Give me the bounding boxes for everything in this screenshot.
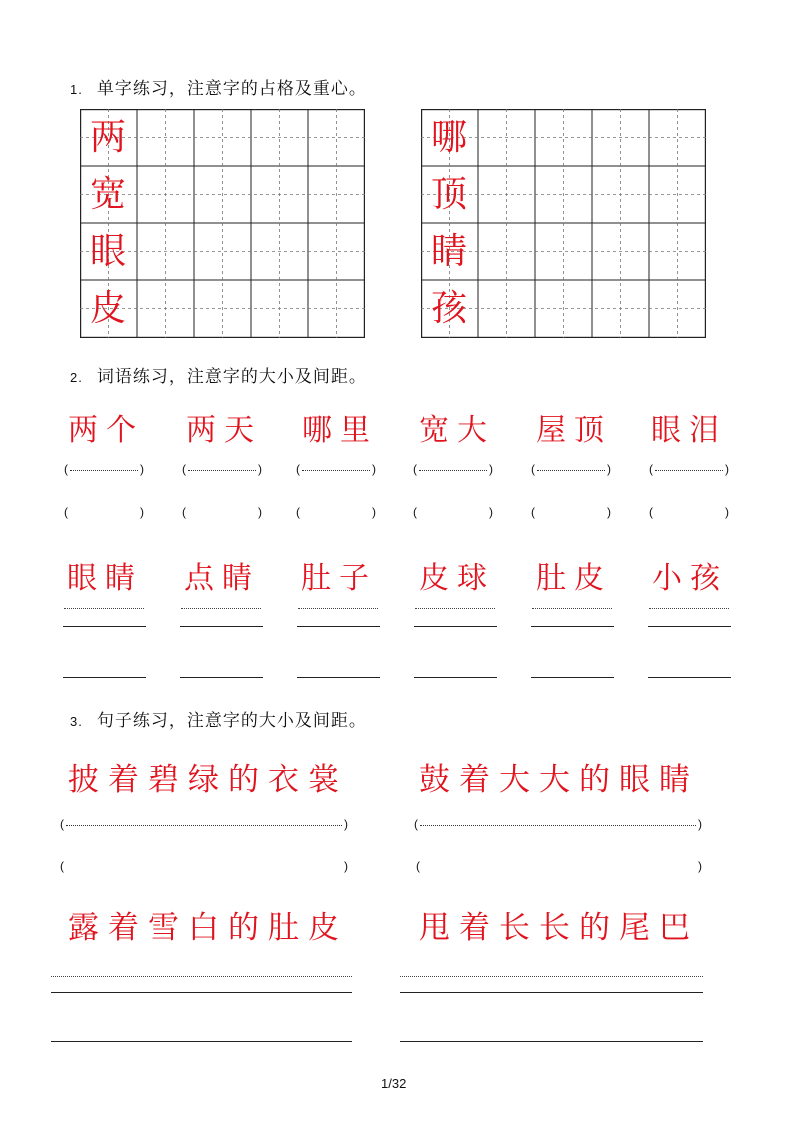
answer-blank[interactable] [416,859,702,875]
word-row1: 两天 [186,413,262,448]
answer-blank[interactable] [64,505,144,521]
left-char-grid [80,109,365,338]
sentence: 披着碧绿的衣裳 [68,762,348,798]
close-paren: ) [489,505,493,519]
section3-number: 3. [70,714,83,729]
close-paren: ) [140,462,144,476]
open-paren: ( [531,462,535,476]
grid-char: 睛 [430,231,467,272]
answer-blank[interactable] [413,505,493,521]
sentence: 甩着长长的尾巴 [419,910,699,946]
close-paren: ) [725,462,729,476]
dotted-line [537,470,605,471]
writing-line[interactable] [648,677,731,678]
word-row2: 点睛 [184,561,260,596]
pinyin-blank[interactable] [182,462,262,478]
writing-line[interactable] [51,1041,352,1042]
section3-title: 句子练习，注意字的大小及间距。 [96,711,367,731]
open-paren: ( [414,817,418,831]
section1-title: 单字练习，注意字的占格及重心。 [96,79,367,99]
section3-heading [70,706,367,731]
word-row1: 宽大 [419,413,495,448]
writing-line[interactable] [414,626,497,627]
grid-char: 宽 [89,174,126,215]
section2-title: 词语练习，注意字的大小及间距。 [96,367,367,387]
open-paren: ( [64,462,68,476]
sentence: 露着雪白的肚皮 [68,910,348,946]
guide-line [415,608,495,609]
section2-number: 2. [70,370,83,385]
word-row1: 哪里 [302,413,378,448]
writing-line[interactable] [297,626,380,627]
close-paren: ) [725,505,729,519]
grid-char: 孩 [430,288,467,329]
guide-line [181,608,261,609]
open-paren: ( [413,505,417,519]
writing-line[interactable] [180,626,263,627]
dotted-line [655,470,723,471]
open-paren: ( [531,505,535,519]
page-number: 1/32 [381,1076,407,1091]
guide-line [51,976,352,977]
open-paren: ( [413,462,417,476]
open-paren: ( [296,462,300,476]
right-char-grid [421,109,706,338]
open-paren: ( [182,505,186,519]
grid-char: 哪 [430,117,467,158]
writing-line[interactable] [531,626,614,627]
writing-line[interactable] [180,677,263,678]
answer-blank[interactable] [649,505,729,521]
writing-line[interactable] [400,992,703,993]
close-paren: ) [344,817,348,831]
close-paren: ) [698,859,702,873]
guide-line [64,608,144,609]
writing-line[interactable] [531,677,614,678]
dotted-line [419,470,487,471]
open-paren: ( [416,859,420,873]
open-paren: ( [64,505,68,519]
open-paren: ( [182,462,186,476]
open-paren: ( [60,817,64,831]
open-paren: ( [649,505,653,519]
close-paren: ) [258,505,262,519]
section1-heading [70,74,367,99]
word-row1: 眼泪 [651,413,727,448]
section1-number: 1. [70,82,83,97]
close-paren: ) [372,505,376,519]
pinyin-blank[interactable] [296,462,376,478]
word-row1: 两个 [68,413,144,448]
grid-char: 皮 [89,288,126,329]
close-paren: ) [258,462,262,476]
word-row2: 眼睛 [67,561,143,596]
guide-line [400,976,703,977]
word-row2: 小孩 [652,561,728,596]
open-paren: ( [649,462,653,476]
word-row2: 肚皮 [536,561,612,596]
close-paren: ) [344,859,348,873]
grid-char: 顶 [430,174,467,215]
guide-line [532,608,612,609]
dotted-line [302,470,370,471]
answer-blank[interactable] [60,859,348,875]
close-paren: ) [698,817,702,831]
word-row2: 皮球 [419,561,495,596]
grid-char: 两 [89,117,126,158]
pinyin-blank[interactable] [531,462,611,478]
close-paren: ) [489,462,493,476]
answer-blank[interactable] [531,505,611,521]
dotted-line [420,825,696,826]
section2-heading [70,362,367,387]
sentence: 鼓着大大的眼睛 [419,762,699,798]
open-paren: ( [296,505,300,519]
pinyin-blank[interactable] [413,462,493,478]
writing-line[interactable] [648,626,731,627]
word-row1: 屋顶 [536,413,612,448]
pinyin-blank[interactable] [60,817,348,833]
close-paren: ) [372,462,376,476]
pinyin-blank[interactable] [414,817,702,833]
answer-blank[interactable] [182,505,262,521]
pinyin-blank[interactable] [64,462,144,478]
word-row2: 肚子 [301,561,377,596]
answer-blank[interactable] [296,505,376,521]
writing-line[interactable] [51,992,352,993]
guide-line [649,608,729,609]
close-paren: ) [140,505,144,519]
writing-line[interactable] [400,1041,703,1042]
writing-line[interactable] [297,677,380,678]
guide-line [298,608,378,609]
close-paren: ) [607,505,611,519]
dotted-line [188,470,256,471]
writing-line[interactable] [63,626,146,627]
writing-line[interactable] [63,677,146,678]
dotted-line [70,470,138,471]
close-paren: ) [607,462,611,476]
open-paren: ( [60,859,64,873]
writing-line[interactable] [414,677,497,678]
grid-char: 眼 [89,231,126,272]
pinyin-blank[interactable] [649,462,729,478]
dotted-line [66,825,342,826]
